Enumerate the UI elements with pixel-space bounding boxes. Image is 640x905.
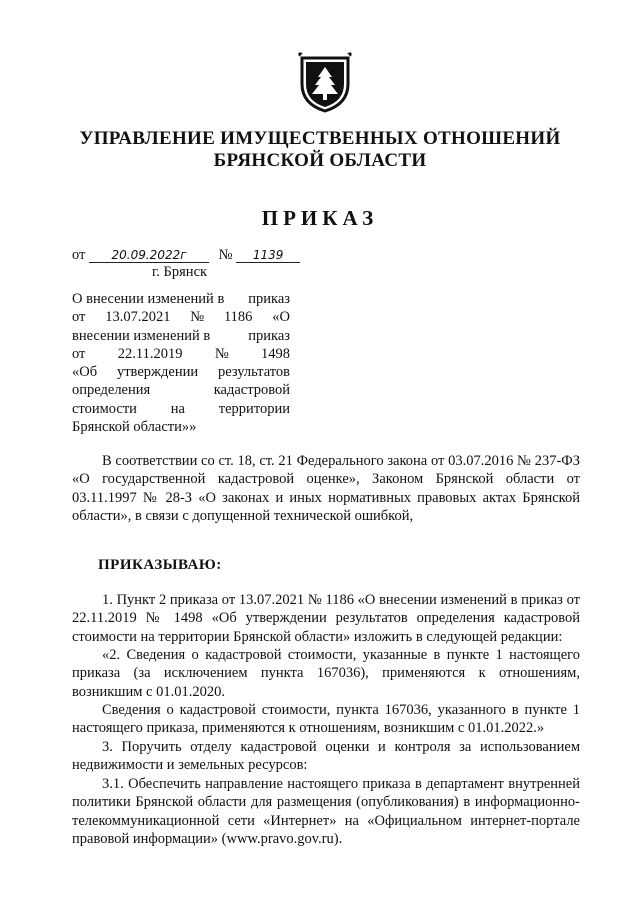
handwritten-date: 20.09.2022г (89, 248, 209, 263)
subject-word: стоимости (72, 400, 137, 417)
subject-word: приказ (248, 291, 290, 307)
subject-word: 1498 (261, 345, 290, 362)
subject-word: № (190, 309, 205, 326)
subject-line (72, 290, 290, 308)
subject-word: определения (72, 382, 151, 399)
document-type-title: ПРИКАЗ (261, 206, 379, 230)
subject-word: приказ (248, 327, 290, 344)
subject-word: утверждении (116, 364, 199, 381)
paragraph-2-continuation: Сведения о кадастровой стоимости, пункта 167036, указанного в пункте 1 настоящего приказа, применяются к отношениям, возникшим с 01.01.2022.» (72, 702, 580, 737)
paragraph-3: 3. Поручить отделу кадастровой оценки и контроля за использованием недвижимости и земельных ресурсов: (72, 739, 580, 774)
subject-word: территории (218, 400, 290, 417)
number-label: № (218, 247, 233, 263)
subject-line (72, 400, 290, 418)
subject-word: 1186 (223, 309, 253, 326)
subject-word: № (214, 345, 229, 362)
subject-line (72, 418, 290, 436)
subject-line (72, 345, 290, 363)
subject-word: кадастровой (213, 382, 290, 399)
from-label: от (72, 247, 86, 263)
subject-word: от (72, 309, 86, 326)
subject-line (72, 363, 290, 381)
subject-line (72, 381, 290, 399)
subject-word: внесении изменений в (72, 327, 211, 344)
order-date-number-line (72, 247, 300, 264)
subject-line (72, 327, 290, 345)
coat-of-arms-emblem (298, 52, 352, 114)
subject-word: О внесении изменений в (72, 291, 225, 307)
subject-word: «Об (72, 364, 98, 381)
subject-word: от (72, 345, 86, 362)
order-directive-word: ПРИКАЗЫВАЮ: (98, 557, 222, 573)
subject-word: «О (272, 309, 290, 326)
organization-name-line1: УПРАВЛЕНИЕ ИМУЩЕСТВЕННЫХ ОТНОШЕНИЙ (79, 128, 561, 149)
paragraph-2-quote: «2. Сведения о кадастровой стоимости, указанные в пункте 1 настоящего приказа (за исключением пункта 167036), применяются к отношениям, возникшим с 01.01.2020. (72, 647, 580, 700)
subject-word: Брянской области»» (72, 419, 197, 436)
subject-line (72, 308, 290, 326)
subject-word: на (170, 400, 185, 417)
subject-word: результатов (217, 364, 290, 381)
organization-name-line2: БРЯНСКОЙ ОБЛАСТИ (213, 150, 427, 171)
order-subject-block (72, 290, 290, 436)
handwritten-number: 1139 (236, 248, 300, 263)
city-label: г. Брянск (152, 264, 208, 280)
paragraph-3-1: 3.1. Обеспечить направление настоящего приказа в департамент внутренней политики Брянской области для размещения (опубликования) в информационно-телекоммуникационной сети «Интернет» на «Официальном интернет-портале правовой информации» (www.pravo.gov.ru). (72, 776, 580, 847)
paragraph-1: 1. Пункт 2 приказа от 13.07.2021 № 1186 «О внесении изменений в приказ от 22.11.2019 № 1498 «Об утверждении результатов определения кадастровой стоимости на территории Брянской области» изложить в следующей редакции: (72, 592, 580, 645)
subject-word: 22.11.2019 (117, 345, 183, 362)
subject-word: 13.07.2021 (105, 309, 171, 326)
preamble-paragraph: В соответствии со ст. 18, ст. 21 Федерального закона от 03.07.2016 № 237-ФЗ «О государственной кадастровой оценке», Законом Брянской области от 03.11.1997 № 28-З «О законах и иных нормативных правовых актах Брянской области», в связи с допущенной технической ошибкой, (72, 453, 580, 524)
